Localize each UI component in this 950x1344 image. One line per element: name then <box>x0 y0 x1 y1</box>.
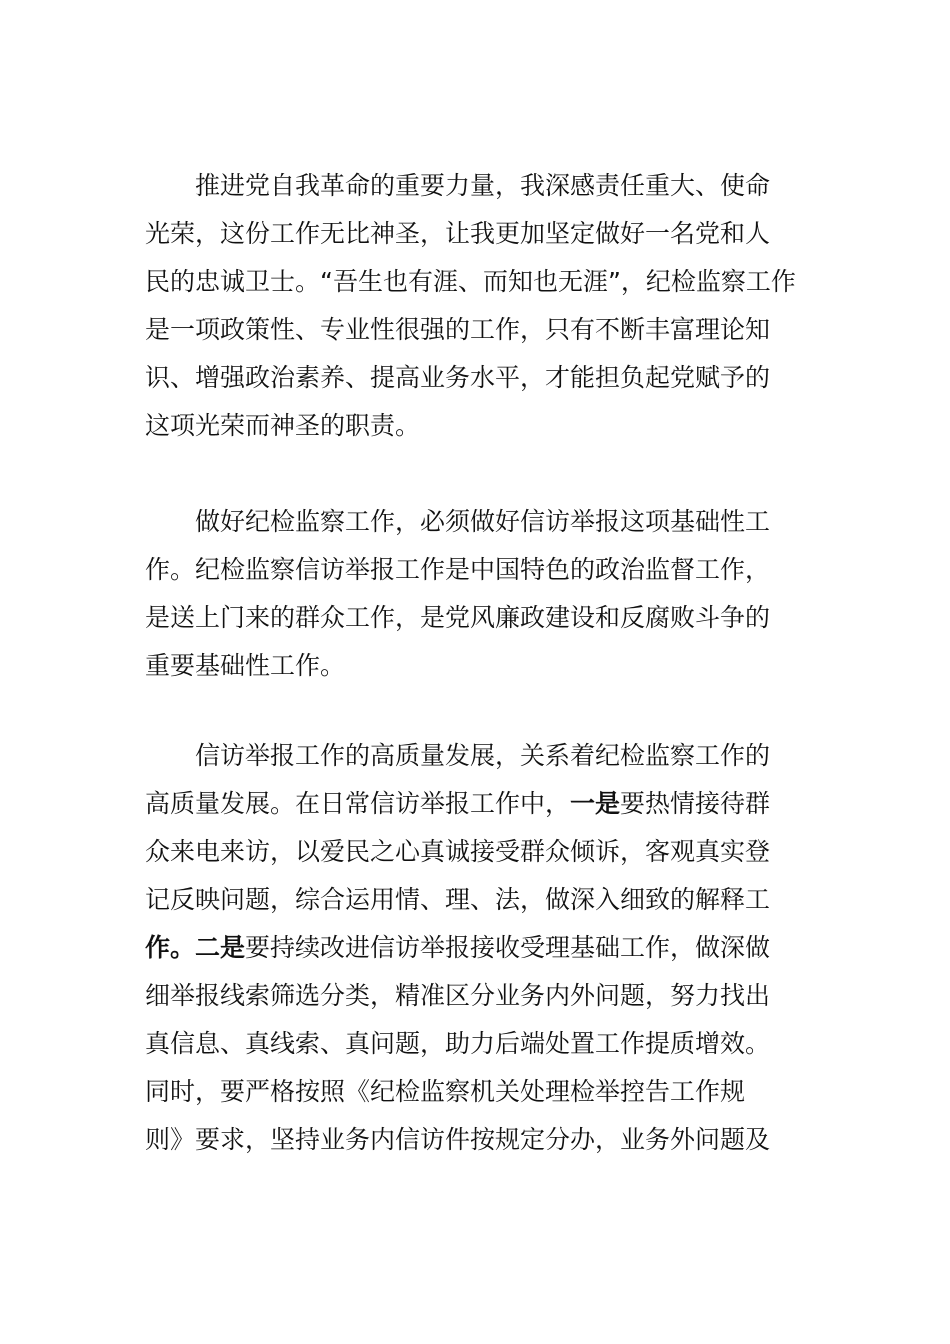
paragraph-line: 是送上门来的群众工作，是党风廉政建设和反腐败斗争的 <box>145 603 771 632</box>
paragraph-line: 作。纪检监察信访举报工作是中国特色的政治监督工作， <box>145 555 771 584</box>
paragraph-line: 记反映问题，综合运用情、理、法，做深入细致的解释工 <box>145 885 771 914</box>
paragraph-2 <box>145 498 810 690</box>
bold-keyword: 一是 <box>570 789 621 818</box>
paragraph-line: 识、增强政治素养、提高业务水平，才能担负起党赋予的 <box>145 363 771 392</box>
paragraph-line: 真信息、真线索、真问题，助力后端处置工作提质增效。 <box>145 1029 771 1058</box>
paragraph-line: 细举报线索筛选分类，精准区分业务内外问题，努力找出 <box>145 981 771 1010</box>
paragraph-line: 信访举报工作的高质量发展，关系着纪检监察工作的 <box>195 741 771 770</box>
paragraph-line: 民的忠诚卫士。“吾生也有涯、而知也无涯”，纪检监察工作 <box>145 267 796 296</box>
paragraph-line: 做好纪检监察工作，必须做好信访举报这项基础性工 <box>195 507 771 536</box>
bold-keyword: 作。二是 <box>145 933 246 962</box>
paragraph-line: 众来电来访，以爱民之心真诚接受群众倾诉，客观真实登 <box>145 837 771 866</box>
text-run: 要持续改进信访举报接收受理基础工作，做深做 <box>245 933 771 962</box>
paragraph-line: 推进党自我革命的重要力量，我深感责任重大、使命 <box>195 171 771 200</box>
paragraph-line: 同时，要严格按照《纪检监察机关处理检举控告工作规 <box>145 1077 746 1106</box>
paragraph-line: 重要基础性工作。 <box>145 651 346 680</box>
paragraph-line: 这项光荣而神圣的职责。 <box>145 411 421 440</box>
paragraph-line <box>145 924 810 972</box>
paragraph-line <box>145 780 810 828</box>
paragraph-line: 是一项政策性、专业性很强的工作，只有不断丰富理论知 <box>145 315 771 344</box>
paragraph-line: 光荣，这份工作无比神圣，让我更加坚定做好一名党和人 <box>145 219 771 248</box>
paragraph-3 <box>145 732 810 1164</box>
paragraph-line: 则》要求，坚持业务内信访件按规定分办，业务外问题及 <box>145 1125 771 1154</box>
text-run: 高质量发展。在日常信访举报工作中， <box>145 789 571 818</box>
text-run: 要热情接待群 <box>620 789 771 818</box>
paragraph-1 <box>145 162 810 450</box>
